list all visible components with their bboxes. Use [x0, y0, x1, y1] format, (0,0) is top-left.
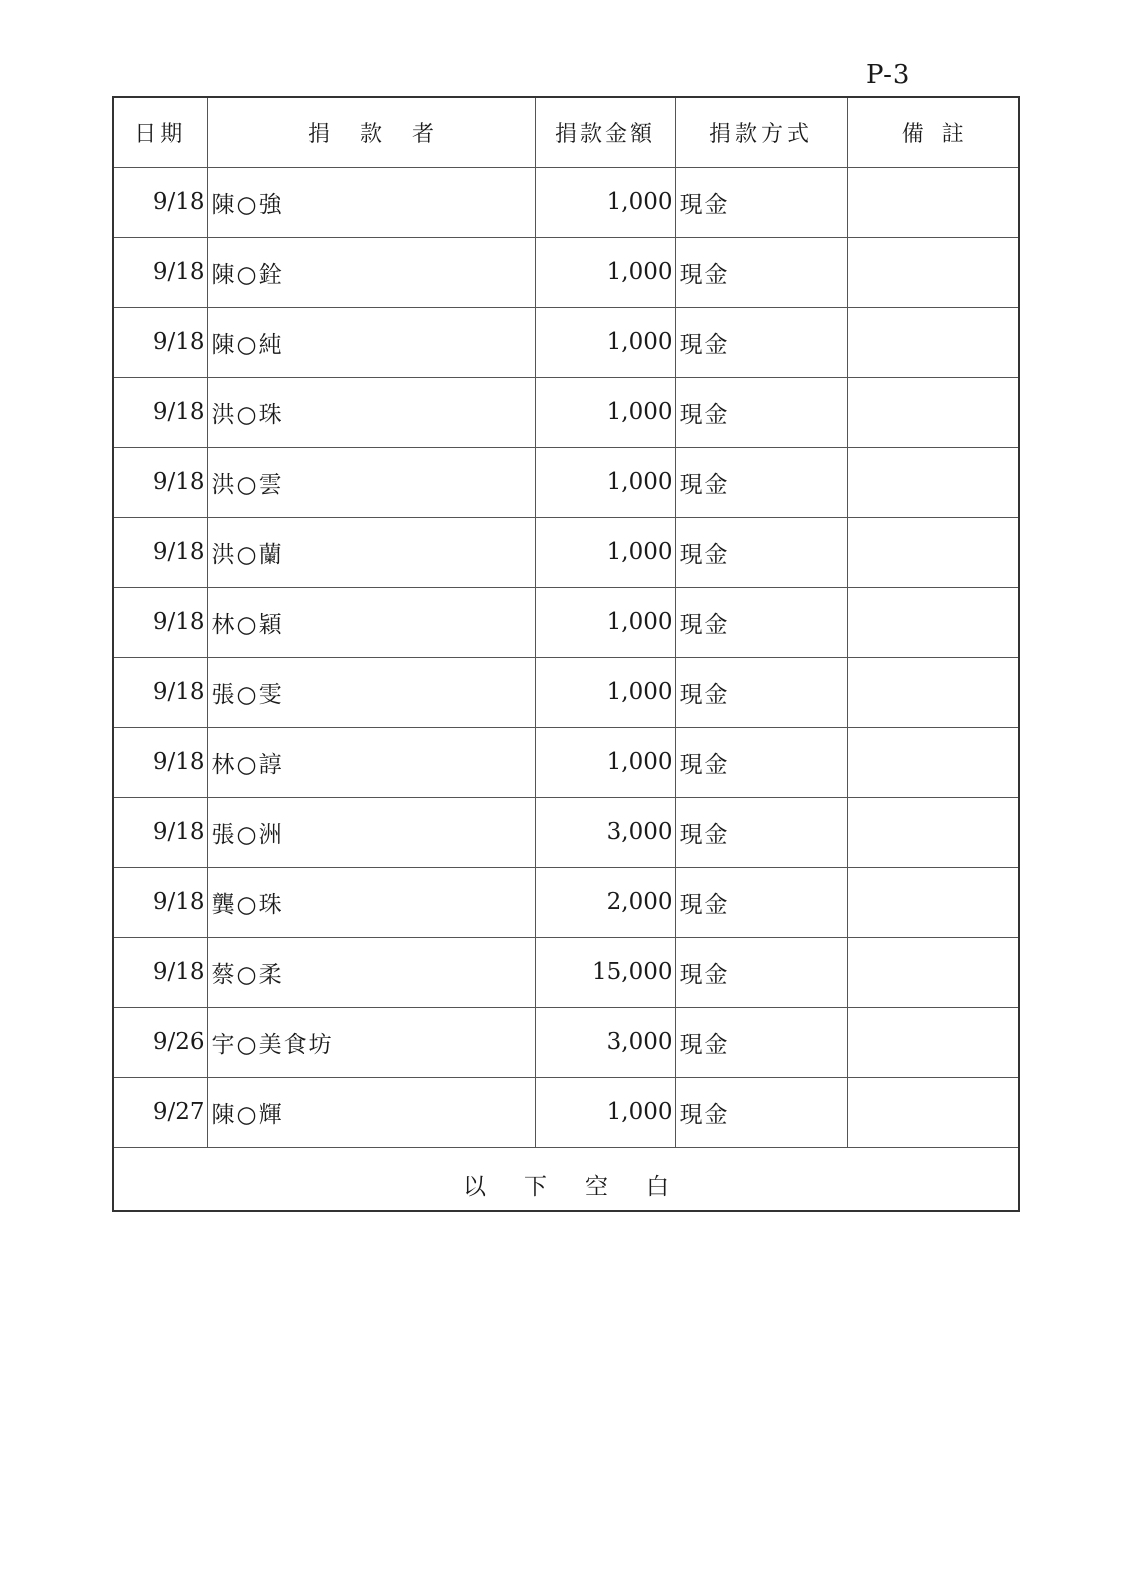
table-row	[113, 937, 1019, 1007]
row-date: 9/18	[113, 447, 207, 517]
row-method: 現金	[675, 797, 847, 867]
row-amount: 1,000	[535, 237, 675, 307]
row-method: 現金	[675, 517, 847, 587]
blank-below-note: 以下空白	[113, 1147, 1019, 1211]
row-date: 9/18	[113, 517, 207, 587]
row-amount: 1,000	[535, 517, 675, 587]
row-date: 9/18	[113, 377, 207, 447]
row-amount: 1,000	[535, 657, 675, 727]
row-note	[847, 797, 1019, 867]
table-row	[113, 167, 1019, 237]
row-date: 9/18	[113, 867, 207, 937]
row-method: 現金	[675, 657, 847, 727]
row-method: 現金	[675, 167, 847, 237]
table-row	[113, 1007, 1019, 1077]
row-donor: 張○洲	[207, 797, 535, 867]
header-method: 捐款方式	[675, 97, 847, 167]
donation-table	[112, 96, 1020, 1212]
row-amount: 1,000	[535, 587, 675, 657]
row-method: 現金	[675, 307, 847, 377]
row-donor: 洪○雲	[207, 447, 535, 517]
table-row	[113, 657, 1019, 727]
row-donor: 宇○美食坊	[207, 1007, 535, 1077]
row-amount: 1,000	[535, 727, 675, 797]
footer-row	[113, 1147, 1019, 1211]
row-amount: 1,000	[535, 447, 675, 517]
page-number: P-3	[866, 60, 911, 90]
row-note	[847, 377, 1019, 447]
row-amount: 15,000	[535, 937, 675, 1007]
row-method: 現金	[675, 587, 847, 657]
row-donor: 陳○銓	[207, 237, 535, 307]
row-donor: 林○穎	[207, 587, 535, 657]
row-donor: 陳○輝	[207, 1077, 535, 1147]
row-note	[847, 937, 1019, 1007]
row-note	[847, 517, 1019, 587]
row-amount: 2,000	[535, 867, 675, 937]
row-method: 現金	[675, 447, 847, 517]
row-method: 現金	[675, 1077, 847, 1147]
table-row	[113, 587, 1019, 657]
row-date: 9/26	[113, 1007, 207, 1077]
row-note	[847, 727, 1019, 797]
row-note	[847, 1007, 1019, 1077]
row-amount: 1,000	[535, 1077, 675, 1147]
row-method: 現金	[675, 867, 847, 937]
row-donor: 蔡○柔	[207, 937, 535, 1007]
row-date: 9/27	[113, 1077, 207, 1147]
row-note	[847, 237, 1019, 307]
row-donor: 林○諄	[207, 727, 535, 797]
row-donor: 洪○蘭	[207, 517, 535, 587]
row-date: 9/18	[113, 657, 207, 727]
row-date: 9/18	[113, 237, 207, 307]
row-method: 現金	[675, 937, 847, 1007]
row-method: 現金	[675, 1007, 847, 1077]
row-date: 9/18	[113, 167, 207, 237]
row-date: 9/18	[113, 587, 207, 657]
row-amount: 1,000	[535, 307, 675, 377]
row-amount: 1,000	[535, 377, 675, 447]
row-note	[847, 587, 1019, 657]
table-row	[113, 517, 1019, 587]
row-donor: 張○雯	[207, 657, 535, 727]
row-date: 9/18	[113, 307, 207, 377]
row-date: 9/18	[113, 727, 207, 797]
table-row	[113, 797, 1019, 867]
row-donor: 洪○珠	[207, 377, 535, 447]
row-method: 現金	[675, 237, 847, 307]
row-donor: 龔○珠	[207, 867, 535, 937]
row-donor: 陳○純	[207, 307, 535, 377]
row-donor: 陳○強	[207, 167, 535, 237]
row-amount: 3,000	[535, 1007, 675, 1077]
header-row	[113, 97, 1019, 167]
row-amount: 1,000	[535, 167, 675, 237]
row-method: 現金	[675, 377, 847, 447]
table-row	[113, 1077, 1019, 1147]
row-note	[847, 167, 1019, 237]
row-note	[847, 657, 1019, 727]
row-date: 9/18	[113, 937, 207, 1007]
header-donor: 捐款者	[207, 97, 535, 167]
table-row	[113, 237, 1019, 307]
header-amount: 捐款金額	[535, 97, 675, 167]
table-body	[113, 167, 1019, 1147]
row-note	[847, 1077, 1019, 1147]
row-method: 現金	[675, 727, 847, 797]
table-row	[113, 727, 1019, 797]
header-date: 日期	[113, 97, 207, 167]
table-row	[113, 377, 1019, 447]
table-row	[113, 307, 1019, 377]
row-amount: 3,000	[535, 797, 675, 867]
table-row	[113, 867, 1019, 937]
row-note	[847, 447, 1019, 517]
row-note	[847, 867, 1019, 937]
header-note: 備註	[847, 97, 1019, 167]
row-note	[847, 307, 1019, 377]
row-date: 9/18	[113, 797, 207, 867]
table-row	[113, 447, 1019, 517]
